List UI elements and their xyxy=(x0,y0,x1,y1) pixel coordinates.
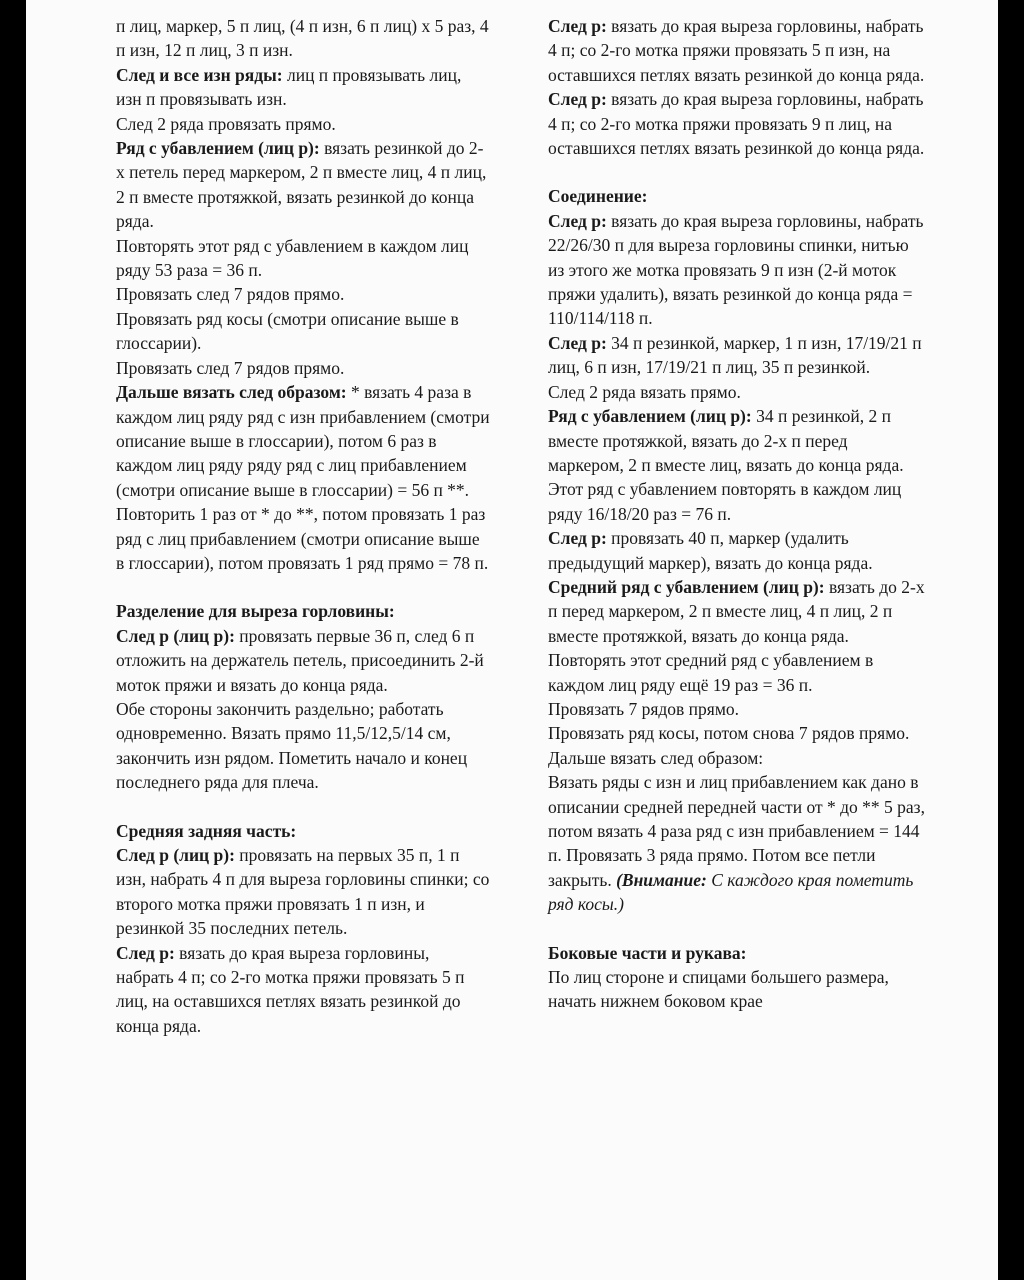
paragraph-text: вязать до 2-х п перед маркером, 2 п вместе лиц, 4 п лиц, 2 п вместе протяжкой, вязать до конца ряда. xyxy=(548,576,925,646)
paragraph-text: провязать 40 п, маркер (удалить предыдущий маркер), вязать до конца ряда. xyxy=(548,528,873,573)
row-label: След р (лиц р): xyxy=(116,625,235,646)
row-label: След р: xyxy=(548,210,607,231)
paragraph: След 2 ряда вязать прямо. xyxy=(548,381,741,402)
row-label: След и все изн ряды: xyxy=(116,64,283,85)
paragraph: Этот ряд с убавлением повторять в каждом лиц ряду 16/18/20 раз = 76 п. xyxy=(548,479,902,524)
paragraph-text: вязать резинкой до 2-х петель перед маркером, 2 п вместе лиц, 4 п лиц, 2 п вместе протяжкой, вязать резинкой до конца ряда. xyxy=(116,138,487,232)
right-column xyxy=(548,14,926,1014)
paragraph: Провязать ряд косы, потом снова 7 рядов прямо. xyxy=(548,723,910,744)
row-label: След р: xyxy=(548,332,607,353)
note-label: (Внимание: xyxy=(616,869,707,890)
row-label: След р: xyxy=(548,89,607,110)
paragraph: Провязать 7 рядов прямо. xyxy=(548,698,740,719)
paragraph: Повторять этот ряд с убавлением в каждом лиц ряду 53 раза = 36 п. xyxy=(116,235,469,281)
paragraph-text: вязать до края выреза горловины, набрать 4 п; со 2-го мотка пряжи провязать 5 п лиц, на оставшихся петлях вязать резинкой до конца ряда. xyxy=(116,942,465,1036)
left-column xyxy=(116,14,491,1038)
paragraph-text: вязать до края выреза горловины, набрать 22/26/30 п для выреза горловины спинки, нитью из этого же мотка провязать 9 п изн (2-й моток пряжи удалить), вязать резинкой до конца ряда = 110/114/118 п. xyxy=(548,210,924,329)
paragraph-text: 34 п резинкой, 2 п вместе протяжкой, вязать до 2-х п перед маркером, 2 п вместе лиц, вязать до конца ряда. xyxy=(548,406,904,475)
paragraph xyxy=(548,209,926,331)
paragraph xyxy=(548,331,926,380)
paragraph-text: вязать до края выреза горловины, набрать 4 п; со 2-го мотка пряжи провязать 5 п изн, на оставшихся петлях вязать резинкой до конца ряда. xyxy=(548,16,925,85)
paragraph: След 2 ряда провязать прямо. xyxy=(116,113,336,134)
section-heading: Средняя задняя часть: xyxy=(116,820,297,841)
paragraph xyxy=(116,380,491,575)
paragraph xyxy=(116,63,491,112)
paragraph: Провязать след 7 рядов прямо. xyxy=(116,284,345,305)
row-label: Дальше вязать след образом: xyxy=(116,382,347,403)
paragraph xyxy=(548,404,926,477)
paragraph xyxy=(548,770,926,916)
paragraph xyxy=(116,624,491,697)
row-label: След р: xyxy=(548,16,607,36)
paragraph: Дальше вязать след образом: xyxy=(548,747,764,768)
paragraph xyxy=(548,14,926,87)
document-page xyxy=(26,0,998,1280)
row-label: След р: xyxy=(116,942,175,963)
section-heading: Разделение для выреза горловины: xyxy=(116,601,395,622)
row-label: Ряд с убавлением (лиц р): xyxy=(548,406,752,427)
paragraph-text: * вязать 4 раза в каждом лиц ряду ряд с изн прибавлением (смотри описание выше в глоссарии), потом 6 раз в каждом лиц ряду ряду ряд с лиц прибавлением (смотри описание выше в глоссарии) = 56 п **. Повторить 1 раз от * до **, потом провязать 1 раз ряд с лиц прибавлением (смотри описание выше в глоссарии), потом провязать 1 ряд прямо = 78 п. xyxy=(116,382,490,573)
paragraph xyxy=(116,843,491,941)
row-label: Ряд с убавлением (лиц р): xyxy=(116,138,320,159)
row-label: След р (лиц р): xyxy=(116,845,235,865)
paragraph xyxy=(548,575,926,648)
paragraph: Провязать ряд косы (смотри описание выше в глоссарии). xyxy=(116,308,459,354)
paragraph-text: вязать до края выреза горловины, набрать 4 п; со 2-го мотка пряжи провязать 9 п лиц, на оставшихся петлях вязать резинкой до конца ряда. xyxy=(548,89,925,159)
note-text: С каждого края пометить ряд косы.) xyxy=(548,869,914,915)
section-heading: Соединение: xyxy=(548,186,648,207)
paragraph-text: провязать на первых 35 п, 1 п изн, набрать 4 п для выреза горловины спинки; со второго мотка пряжи провязать 1 п изн, и резинкой 35 последних петель. xyxy=(116,845,490,939)
paragraph xyxy=(548,87,926,160)
paragraph xyxy=(116,941,491,1039)
paragraph-text: 34 п резинкой, маркер, 1 п изн, 17/19/21 п лиц, 6 п изн, 17/19/21 п лиц, 35 п резинкой. xyxy=(548,332,922,378)
section-heading: Боковые части и рукава: xyxy=(548,942,747,963)
paragraph: Обе стороны закончить раздельно; работать одновременно. Вязать прямо 11,5/12,5/14 см, закончить изн рядом. Пометить начало и конец последнего ряда для плеча. xyxy=(116,698,468,793)
paragraph-text: лиц п провязывать лиц, изн п провязывать изн. xyxy=(116,64,462,110)
paragraph: п лиц, маркер, 5 п лиц, (4 п изн, 6 п лиц) х 5 раз, 4 п изн, 12 п лиц, 3 п изн. xyxy=(116,16,489,61)
paragraph: Провязать след 7 рядов прямо. xyxy=(116,357,345,378)
row-label: След р: xyxy=(548,528,607,549)
paragraph xyxy=(116,136,491,234)
paragraph: По лиц стороне и спицами большего размера, начать нижнем боковом крае xyxy=(548,967,889,1012)
paragraph-text: Вязать ряды с изн и лиц прибавлением как дано в описании средней передней части от * до ** 5 раз, потом вязать 4 раза ряд с изн прибавлением = 144 п. Провязать 3 ряда прямо. Потом все петли закрыть. xyxy=(548,772,925,890)
paragraph: Повторять этот средний ряд с убавлением в каждом лиц ряду ещё 19 раз = 36 п. xyxy=(548,650,874,695)
paragraph xyxy=(548,526,926,575)
row-label: Средний ряд с убавлением (лиц р): xyxy=(548,576,825,597)
paragraph-text: провязать первые 36 п, след 6 п отложить на держатель петель, присоединить 2-й моток пряжи и вязать до конца ряда. xyxy=(116,625,484,695)
